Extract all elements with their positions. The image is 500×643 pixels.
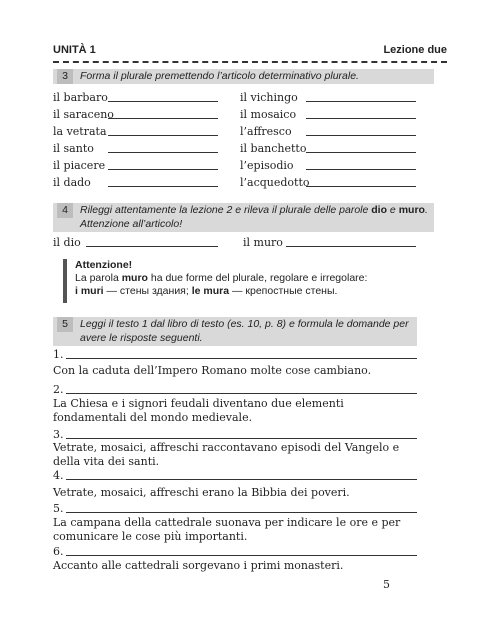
instruction-text: . Attenzione all’articolo! <box>80 204 428 230</box>
answer-blank[interactable] <box>306 135 416 136</box>
question-number: 6. <box>53 545 64 558</box>
page-number: 5 <box>383 578 390 591</box>
exercise-number: 4 <box>57 203 73 218</box>
word-item: l’acquedotto <box>240 176 310 189</box>
unit-label: UNITÀ 1 <box>53 44 96 56</box>
word-item: il dado <box>53 176 91 189</box>
exercise-5-header <box>53 317 417 346</box>
answer-blank[interactable] <box>306 118 416 119</box>
word-item: il banchetto <box>240 142 307 155</box>
note-text: ha due forme del plurale, regolare e irregolare: <box>147 272 368 284</box>
note-title: Attenzione! <box>75 259 133 271</box>
question-number: 2. <box>53 383 64 396</box>
keyword: dio <box>371 204 388 216</box>
keyword: le mura <box>191 285 230 297</box>
attention-note <box>63 259 428 303</box>
note-line <box>75 285 428 298</box>
instruction-text: Rileggi attentamente la lezione 2 e rileva il plurale delle parole <box>80 204 372 216</box>
word-item: il santo <box>53 142 94 155</box>
exercise-number: 3 <box>57 69 73 84</box>
exercise-3-header <box>53 69 434 84</box>
note-line <box>75 272 428 285</box>
exercise-instruction: Forma il plurale premettendo l’articolo determinativo plurale. <box>80 70 359 82</box>
answer-blank[interactable] <box>108 169 218 170</box>
note-text: — крепостные стены. <box>229 285 338 297</box>
exercise-instruction <box>80 203 430 231</box>
question-number: 5. <box>53 502 64 515</box>
answer-blank[interactable] <box>306 101 416 102</box>
keyword: muro <box>398 204 425 216</box>
word-item: l’affresco <box>240 125 292 138</box>
word-item: il dio <box>53 236 81 249</box>
answer-blank[interactable] <box>86 246 218 247</box>
word-item: il saraceno <box>53 108 114 121</box>
answer-blank[interactable] <box>108 152 218 153</box>
instruction-text: e <box>387 204 399 216</box>
question-number: 1. <box>53 348 64 361</box>
answer-blank[interactable] <box>108 101 218 102</box>
word-item: il muro <box>243 236 283 249</box>
answer-blank[interactable] <box>306 152 416 153</box>
question-number: 4. <box>53 469 64 482</box>
given-answer: Vetrate, mosaici, affreschi erano la Bibbia dei poveri. <box>53 486 350 499</box>
note-text: La parola <box>75 272 122 284</box>
given-answer: Con la caduta dell’Impero Romano molte cose cambiano. <box>53 364 372 377</box>
exercise-4-header <box>53 203 434 232</box>
word-item: il barbaro <box>53 91 108 104</box>
question-line[interactable] <box>66 438 417 439</box>
question-line[interactable] <box>66 393 417 394</box>
answer-blank[interactable] <box>306 186 416 187</box>
exercise-number: 5 <box>57 317 73 332</box>
word-item: il mosaico <box>240 108 297 121</box>
question-number: 3. <box>53 428 64 441</box>
exercise-instruction: Leggi il testo 1 dal libro di testo (es. 10, p. 8) e formula le domande per avere le risposte seguenti. <box>80 318 409 344</box>
answer-blank[interactable] <box>108 118 218 119</box>
word-item: la vetrata <box>53 125 107 138</box>
question-line[interactable] <box>66 358 417 359</box>
word-item: l’episodio <box>240 159 294 172</box>
keyword: muro <box>121 272 148 284</box>
header-divider <box>53 61 447 63</box>
lesson-label: Lezione due <box>383 44 447 56</box>
keyword: i muri <box>75 285 104 297</box>
given-answer: Accanto alle cattedrali sorgevano i primi monasteri. <box>53 559 344 572</box>
note-text: — стены здания; <box>103 285 192 297</box>
given-answer: Vetrate, mosaici, affreschi raccontavano episodi del Vangelo e della vita dei santi. <box>53 441 400 468</box>
answer-blank[interactable] <box>108 135 218 136</box>
given-answer: La Chiesa e i signori feudali diventano due elementi fondamentali del mondo medievale. <box>53 397 344 424</box>
question-line[interactable] <box>66 479 417 480</box>
word-item: il piacere <box>53 159 106 172</box>
answer-blank[interactable] <box>286 246 416 247</box>
answer-blank[interactable] <box>306 169 416 170</box>
question-line[interactable] <box>66 555 417 556</box>
word-item: il vichingo <box>240 91 298 104</box>
given-answer: La campana della cattedrale suonava per indicare le ore e per comunicare le cose più importanti. <box>53 516 401 543</box>
page-header <box>53 44 447 60</box>
answer-blank[interactable] <box>108 186 218 187</box>
question-line[interactable] <box>66 512 417 513</box>
